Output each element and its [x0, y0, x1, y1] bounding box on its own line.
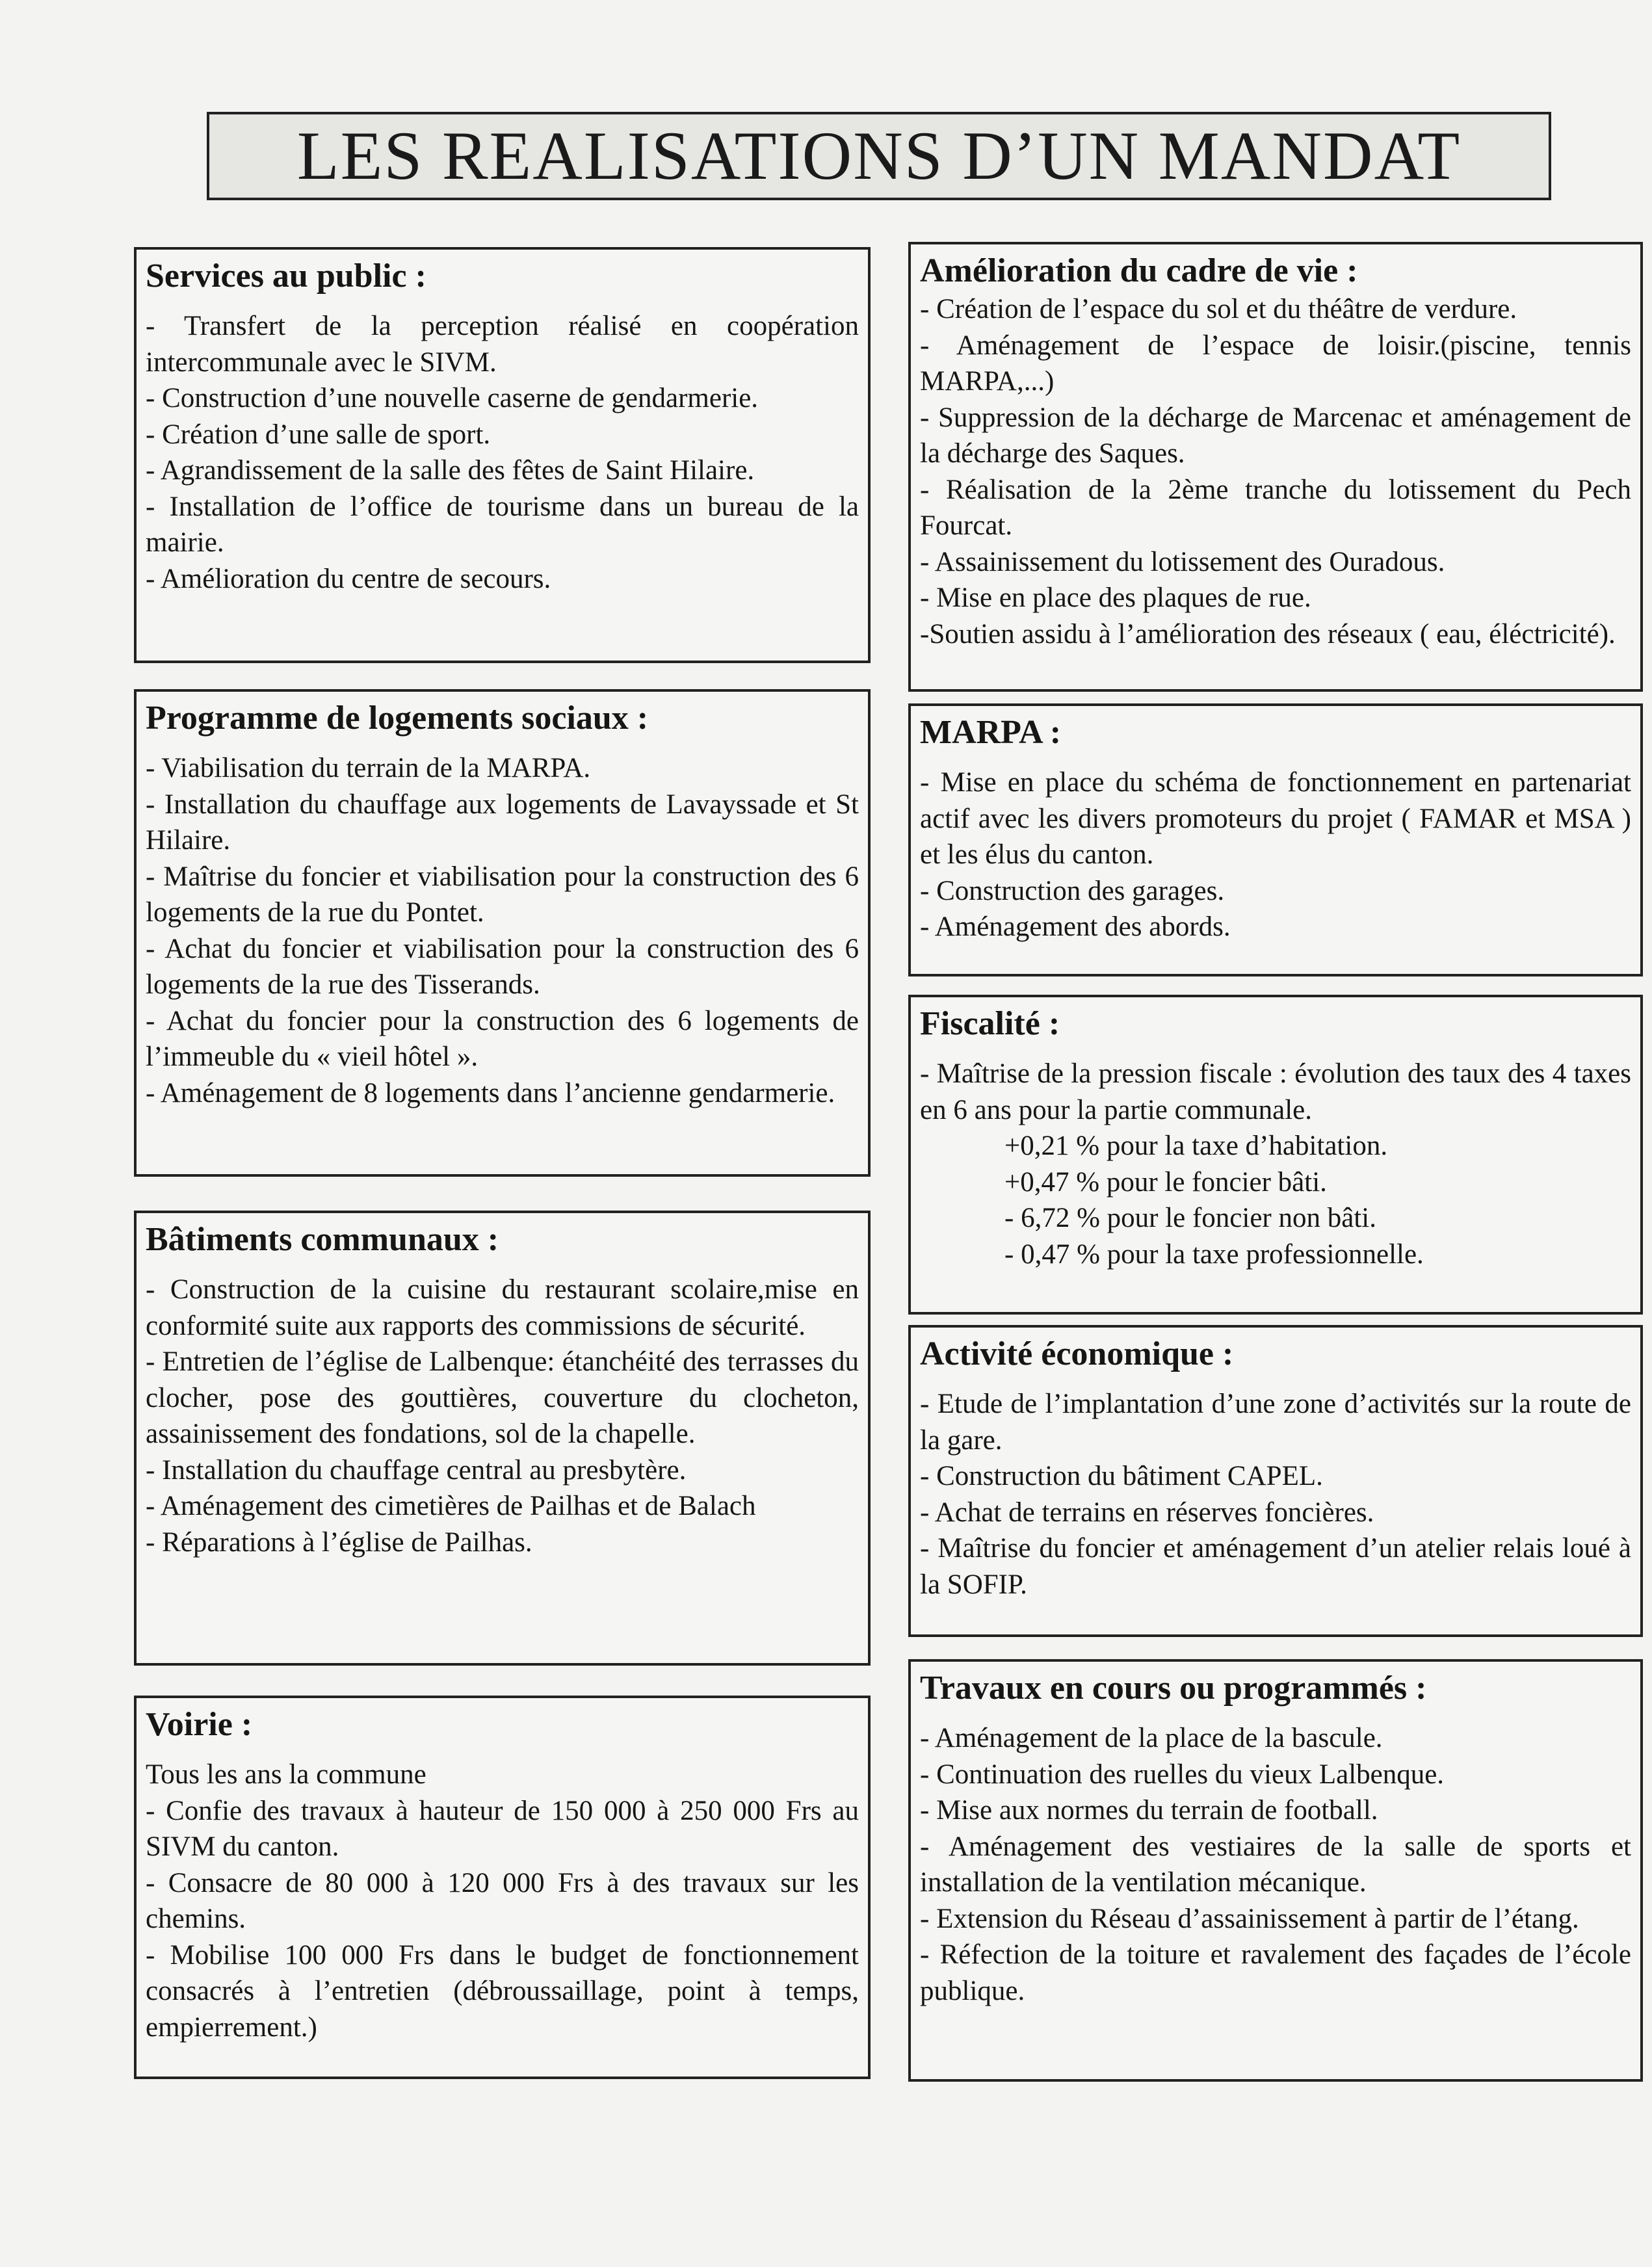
title-box: [207, 112, 1551, 200]
tax-rate-list: [920, 1128, 1631, 1272]
list-item: - Aménagement de l’espace de loisir.(piscine, tennis MARPA,...): [920, 330, 1631, 397]
tax-rate-item: - 6,72 % pour le foncier non bâti.: [1004, 1203, 1376, 1233]
section-programme-logements-sociaux: [134, 689, 871, 1177]
item-list: [920, 1056, 1631, 1128]
tax-rate-item: +0,21 % pour la taxe d’habitation.: [1004, 1131, 1388, 1161]
section-title: Bâtiments communaux :: [146, 1221, 499, 1258]
list-item: - Achat de terrains en réserves foncières.: [920, 1497, 1374, 1528]
list-item: - Achat du foncier et viabilisation pour la construction des 6 logements de la rue des Tisserands.: [146, 933, 859, 1000]
list-item: - Aménagement des vestiaires de la salle de sports et installation de la ventilation mécanique.: [920, 1831, 1631, 1898]
section-title: Programme de logements sociaux :: [146, 700, 649, 737]
section-services-au-public: [134, 247, 871, 663]
list-item: - Mise en place des plaques de rue.: [920, 583, 1311, 613]
list-item: - Création d’une salle de sport.: [146, 419, 491, 450]
list-item: - Aménagement de 8 logements dans l’ancienne gendarmerie.: [146, 1077, 835, 1108]
section-title: MARPA :: [920, 714, 1062, 751]
list-item: - Entretien de l’église de Lalbenque: étanchéité des terrasses du clocher, pose des gouttières, couverture du clocheton, assainissement des fondations, sol de la chapelle.: [146, 1346, 859, 1449]
list-item: - Création de l’espace du sol et du théâtre de verdure.: [920, 294, 1517, 324]
item-list: [920, 1386, 1631, 1603]
section-title: Amélioration du cadre de vie :: [920, 252, 1358, 289]
tax-rate-item: +0,47 % pour le foncier bâti.: [1004, 1166, 1327, 1198]
list-item: - Construction du bâtiment CAPEL.: [920, 1461, 1323, 1491]
list-item: - Réparations à l’église de Pailhas.: [146, 1527, 532, 1558]
tax-rate-item: - 0,47 % pour la taxe professionnelle.: [1004, 1238, 1424, 1270]
list-item: - Réfection de la toiture et ravalement des façades de l’école publique.: [920, 1939, 1631, 2006]
section-marpa: [908, 703, 1643, 976]
section-voirie: [134, 1696, 871, 2079]
list-item: - Viabilisation du terrain de la MARPA.: [146, 753, 591, 783]
list-item: - Continuation des ruelles du vieux Lalbenque.: [920, 1759, 1445, 1790]
list-item: - Achat du foncier pour la construction des 6 logements de l’immeuble du « vieil hôtel ».: [146, 1005, 859, 1072]
item-list: [920, 765, 1631, 945]
section-batiments-communaux: [134, 1211, 871, 1666]
item-list: [920, 1720, 1631, 2009]
section-title: Services au public :: [146, 257, 426, 295]
list-item: - Suppression de la décharge de Marcenac et aménagement de la décharge des Saques.: [920, 402, 1631, 469]
list-item: - Consacre de 80 000 à 120 000 Frs à des travaux sur les chemins.: [146, 1867, 859, 1934]
item-list: [146, 1793, 859, 2046]
item-list: [920, 291, 1631, 652]
list-item: - Construction d’une nouvelle caserne de gendarmerie.: [146, 383, 759, 413]
section-fiscalite: [908, 995, 1643, 1315]
list-item: - Mise aux normes du terrain de football.: [920, 1795, 1378, 1826]
list-item: - Confie des travaux à hauteur de 150 000 à 250 000 Frs au SIVM du canton.: [146, 1795, 859, 1862]
list-item: - Transfert de la perception réalisé en coopération intercommunale avec le SIVM.: [146, 311, 859, 378]
page-title: LES REALISATIONS D’UN MANDAT: [296, 118, 1462, 194]
list-item: -Soutien assidu à l’amélioration des réseaux ( eau, éléctricité).: [920, 618, 1616, 649]
section-title: Activité économique :: [920, 1335, 1234, 1372]
list-item: - Maîtrise du foncier et aménagement d’un atelier relais loué à la SOFIP.: [920, 1533, 1631, 1600]
list-item: - Etude de l’implantation d’une zone d’activités sur la route de la gare.: [920, 1389, 1631, 1456]
list-item: - Installation du chauffage central au presbytère.: [146, 1454, 687, 1486]
list-item: - Agrandissement de la salle des fêtes de Saint Hilaire.: [146, 455, 755, 486]
list-item: - Mise en place du schéma de fonctionnement en partenariat actif avec les divers promoteurs du projet ( FAMAR et MSA ) et les élus du canton.: [920, 767, 1631, 870]
section-intro: Tous les ans la commune: [146, 1759, 426, 1790]
list-item: - Installation du chauffage aux logements de Lavayssade et St Hilaire.: [146, 789, 859, 856]
section-activite-economique: [908, 1325, 1643, 1637]
list-item: - Assainissement du lotissement des Ouradous.: [920, 546, 1445, 577]
section-title: Travaux en cours ou programmés :: [920, 1670, 1427, 1707]
section-travaux-en-cours: [908, 1659, 1643, 2082]
list-item: - Réalisation de la 2ème tranche du lotissement du Pech Fourcat.: [920, 474, 1631, 541]
list-item: - Aménagement de la place de la bascule.: [920, 1723, 1383, 1753]
list-item: - Maîtrise de la pression fiscale : évolution des taux des 4 taxes en 6 ans pour la partie communale.: [920, 1058, 1631, 1125]
section-title: Voirie :: [146, 1706, 253, 1743]
list-item: - Amélioration du centre de secours.: [146, 563, 551, 594]
item-list: [146, 750, 859, 1111]
list-item: - Construction de la cuisine du restaurant scolaire,mise en conformité suite aux rapports des commissions de sécurité.: [146, 1274, 859, 1341]
section-amelioration-cadre-de-vie: [908, 242, 1643, 692]
list-item: - Extension du Réseau d’assainissement à partir de l’étang.: [920, 1903, 1579, 1934]
section-title: Fiscalité :: [920, 1005, 1060, 1042]
item-list: [146, 1272, 859, 1560]
list-item: - Aménagement des cimetières de Pailhas et de Balach: [146, 1491, 756, 1521]
list-item: - Maîtrise du foncier et viabilisation pour la construction des 6 logements de la rue du Pontet.: [146, 861, 859, 928]
item-list: [146, 308, 859, 597]
list-item: - Construction des garages.: [920, 875, 1225, 906]
list-item: - Installation de l’office de tourisme dans un bureau de la mairie.: [146, 491, 859, 558]
list-item: - Aménagement des abords.: [920, 911, 1231, 942]
list-item: - Mobilise 100 000 Frs dans le budget de fonctionnement consacrés à l’entretien (débroussaillage, point à temps, empierrement.): [146, 1939, 859, 2043]
